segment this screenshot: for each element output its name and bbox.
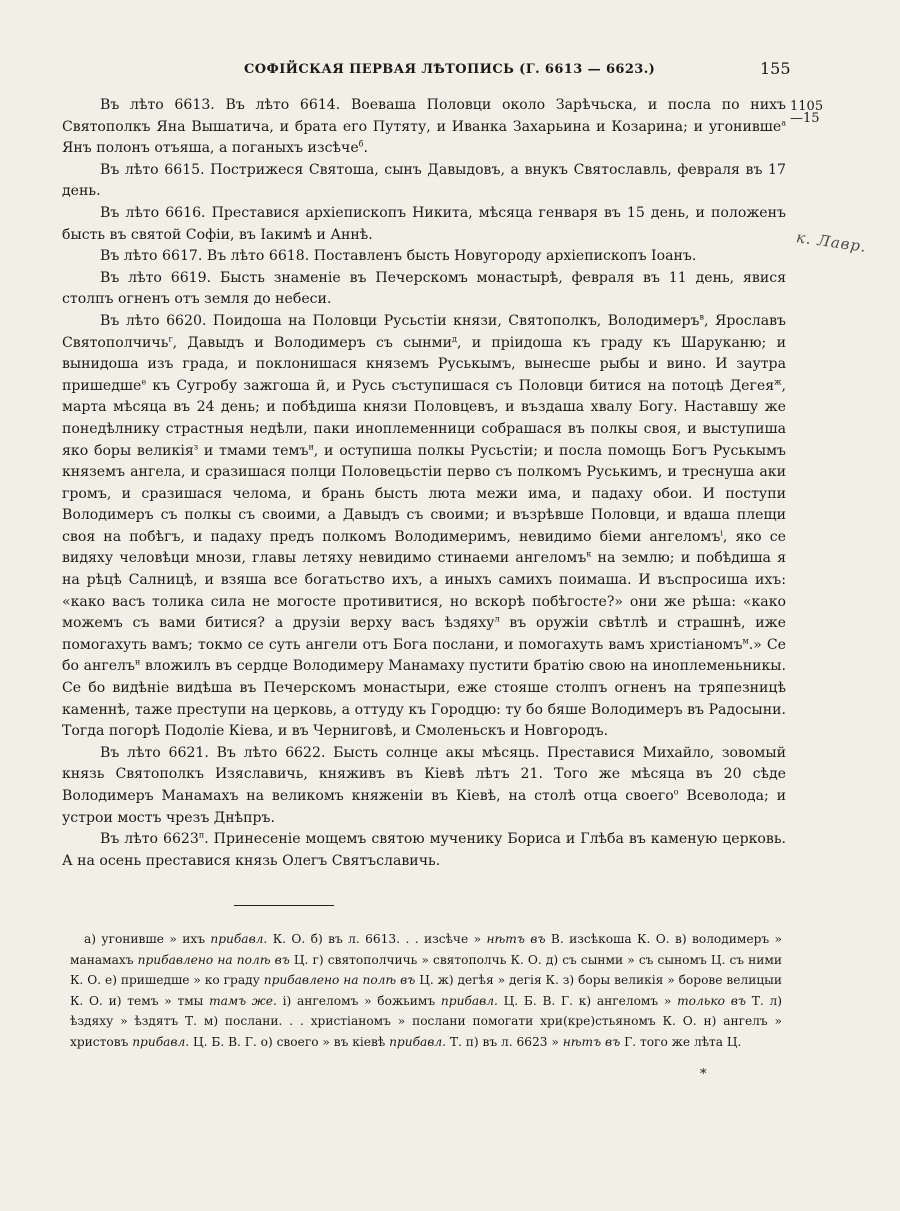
entry-6616: Въ лѣто 6616. Преставися архіепископъ Никита, мѣсяца генваря въ 15 день, и положенъ бысть въ святой Софіи, въ Іакимѣ и Аннѣ.: [62, 204, 786, 243]
page-number: 155: [760, 59, 791, 78]
footnote-divider: [234, 905, 334, 906]
running-header: [0, 59, 900, 82]
footnotes: [70, 929, 782, 1053]
entry-6619: Въ лѣто 6619. Бысть знаменіе въ Печерскомъ монастырѣ, февраля въ 11 день, явися столпъ огненъ отъ земля до небеси.: [62, 269, 786, 308]
entry-6620: Въ лѣто 6620. Поидоша на Половци Русьстіи князи, Святополкъ, Володимеръ$^в$, Ярославъ Святополчичь$^г$, Давыдъ и Володимеръ съ сынми$^д$, и пріидоша къ граду къ Шаруканю; и вынидоша изъ града, и поклонишася княземъ Руськымъ, вынесше рыбы и вино. И заутра пришедше$^е$ къ Сугробу зажгоша й, и Русь съступишася съ Половци битися на потоцѣ Дегея$^ж$, марта мѣсяца въ 24 день; и побѣдиша князи Половцевъ, и въздаша хвалу Богу. Наставшу же понедѣлнику страстныя недѣли, паки иноплеменници собрашася въ полкы своя, и выступиша яко боры великія$^з$ и тмами темъ$^и$, и оступиша полкы Русьстіи; и посла помощь Богъ Руськымъ княземъ ангела, и сразишася полци Половецьстіи перво съ полкомъ Руськимъ, и треснуша аки громъ, и сразишася челома, и брань бысть люта межи има, и падаху обои. И поступи Володимеръ съ полкы съ своими, а Давыдъ съ своими; и възрѣвше Половци, и вдаша плещи своя на побѣгъ, и падаху предъ полкомъ Володимеримъ, невидимо біеми ангеломъ$^і$, яко се видяху человѣци мнози, главы летяху невидимо стинаеми ангеломъ$^к$ на землю; и побѣдиша я на рѣцѣ Салницѣ, и взяша все богатьство ихъ, а иныхъ самихъ поимаша. И въспросиша ихъ: «како васъ толика сила не могосте противитися, но вскорѣ побѣгосте?» они же рѣша: «како можемъ съ вами битися? а друзіи верху васъ ѣздяху$^л$ въ оружіи свѣтлѣ и страшнѣ, иже помогахуть вамъ; токмо се суть ангели отъ Бога послани, и помогахуть вамъ христіаномъ$^м$.» Се бо ангелъ$^н$ вложилъ въ сердце Володимеру Манамаху пустити братію свою на иноплеменьникы. Се бо видѣніе видѣша въ Печерскомъ монастыри, еже стояше столпъ огненъ на тряпезницѣ каменнѣ, таже преступи на церковь, а оттуду къ Городцю: ту бо бяше Володимеръ въ Радосыни. Тогда погорѣ Подоліе Кіева, и въ Черниговѣ, и Смоленьскъ и Новгородъ.: [62, 312, 786, 740]
running-title: СОФІЙСКАЯ ПЕРВАЯ ЛѢТОПИСЬ (Г. 6613 — 6623.): [244, 62, 656, 77]
margin-year-end: —15: [790, 111, 820, 126]
asterisk-mark: *: [700, 1067, 707, 1082]
chronicle-text: [62, 95, 786, 872]
entry-6621-6622: Въ лѣто 6621. Въ лѣто 6622. Бысть солнце акы мѣсяць. Преставися Михайло, зовомый князь Святополкъ Изяславичь, княживъ въ Кіевѣ лѣтъ 21. Того же мѣсяца въ 20 сѣде Володимеръ Манамахъ на великомъ княженіи въ Кіевѣ, на столѣ отца своего$^о$ Всеволода; и устрои мостъ чрезъ Днѣпръ.: [62, 744, 786, 826]
entry-6617-6618: Въ лѣто 6617. Въ лѣто 6618. Поставленъ бысть Новугороду архіепископъ Іоанъ.: [100, 248, 697, 265]
entry-6615: Въ лѣто 6615. Пострижеся Святоша, сынъ Давыдовъ, а внукъ Святославль, февраля въ 17 день.: [62, 161, 786, 200]
footnote-text: а) угонивше » ихъ прибавл. К. О. б) въ л. 6613. . . изсѣче » нѣтъ въ В. изсѣкоша К. О. в) володимеръ » манамахъ прибавлено на полѣ въ Ц. г) святополчичь » святополчь К. О. д) съ сынми » съ сыномъ Ц. съ ними К. О. е) пришедше » ко граду прибавлено на полѣ въ Ц. ж) дегѣя » дегія К. з) боры великія » борове велицыи К. О. и) темъ » тмы тамъ же. і) ангеломъ » божьимъ прибавл. Ц. Б. В. Г. к) ангеломъ » только въ Т. л) ѣздяху » ѣздятъ Т. м) послани. . . христіаномъ » послани помогати хри(кре)стьяномъ К. О. н) ангелъ » христовъ прибавл. Ц. Б. В. Г. о) своего » въ кіевѣ прибавл. Т. п) въ л. 6623 » нѣтъ въ Г. того же лѣта Ц.: [70, 932, 782, 1049]
entry-6613-6614: Въ лѣто 6613. Въ лѣто 6614. Воеваша Половци около Зарѣчьска, и посла по нихъ Святополкъ Яна Вышатича, и брата его Путяту, и Иванка Захарьина и Козарина; и угонивше$^а$ Янъ полонъ отъяша, а поганыхъ изсѣче$^б$.: [62, 97, 786, 157]
entry-6623: Въ лѣто $6623^п$. Принесеніе мощемъ святою мученику Бориса и Глѣба въ каменую церковь. А на осень преставися князь Олегъ Святъславичь.: [62, 830, 787, 869]
margin-year-start: 1105: [790, 99, 824, 114]
handwritten-margin-note: к. Лавр.: [795, 228, 868, 256]
